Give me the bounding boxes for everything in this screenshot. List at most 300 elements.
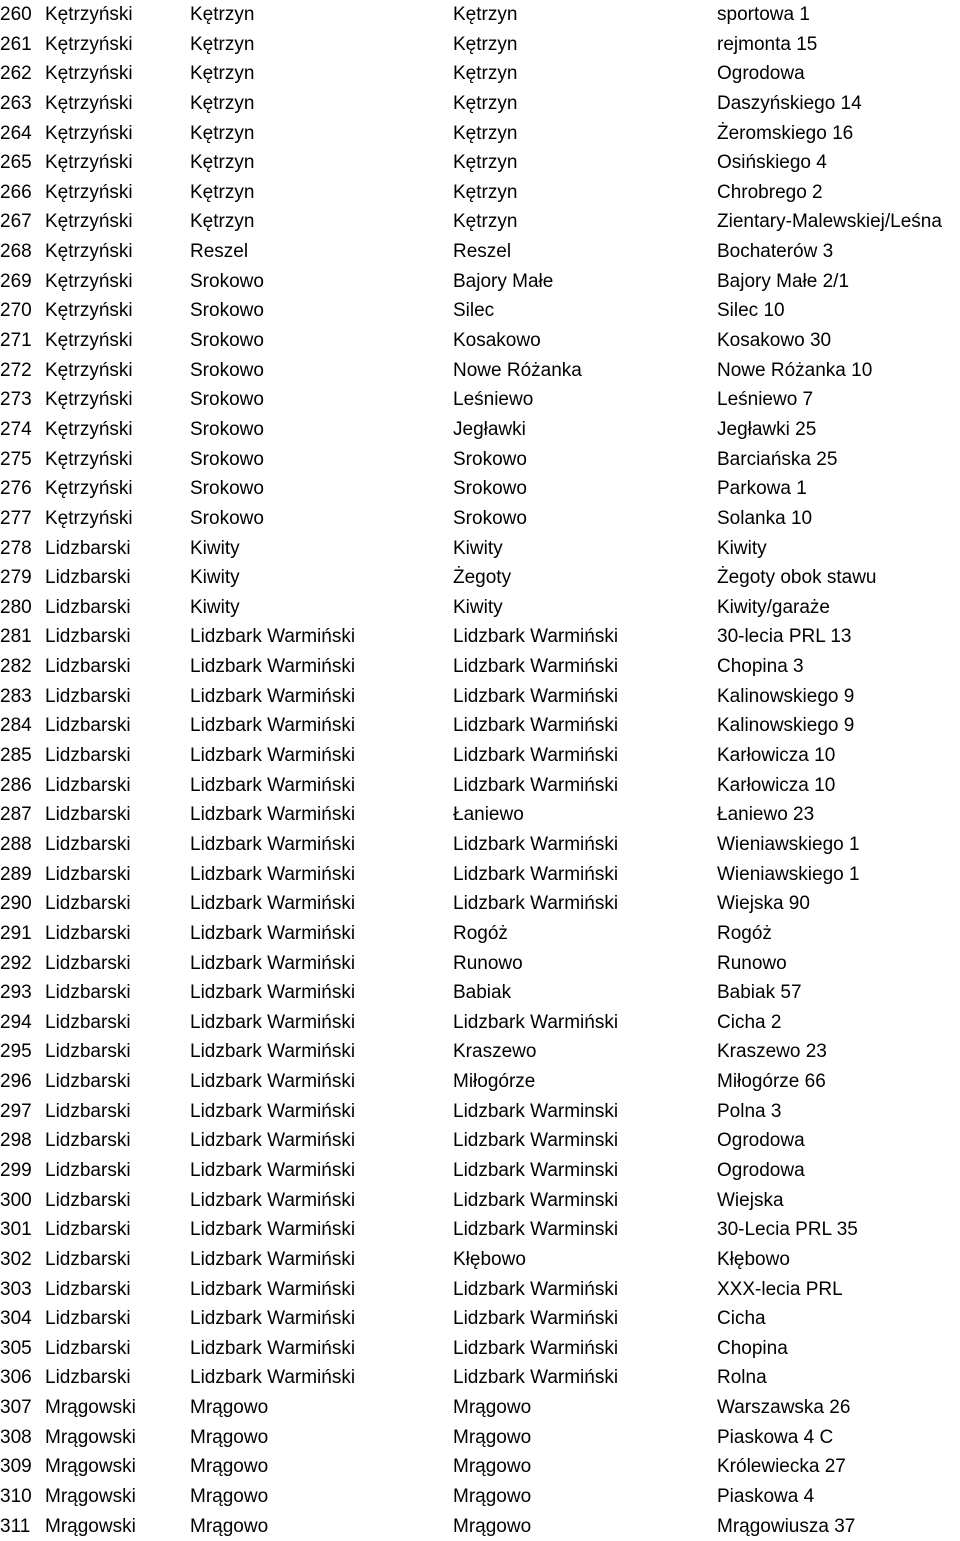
row-number: 291 <box>0 922 32 944</box>
table-row <box>0 1126 960 1156</box>
county-cell: Kętrzyński <box>45 300 133 322</box>
municipality-cell: Kętrzyn <box>190 33 255 55</box>
table-row <box>0 1393 960 1423</box>
table-row <box>0 830 960 860</box>
table-row <box>0 1334 960 1364</box>
table-row <box>0 474 960 504</box>
address-cell: rejmonta 15 <box>717 33 818 55</box>
row-number: 293 <box>0 982 32 1004</box>
county-cell: Kętrzyński <box>45 4 133 25</box>
locality-cell: Bajory Małe <box>453 270 554 292</box>
municipality-cell: Mrągowo <box>190 1397 269 1419</box>
table-row <box>0 30 960 60</box>
address-cell: 30-lecia PRL 13 <box>717 626 852 648</box>
address-cell: Warszawska 26 <box>717 1397 851 1419</box>
address-cell: Rolna <box>717 1367 767 1389</box>
table-row <box>0 504 960 534</box>
county-cell: Lidzbarski <box>45 1308 131 1330</box>
locality-cell: Leśniewo <box>453 389 534 411</box>
table-row <box>0 534 960 564</box>
municipality-cell: Kętrzyn <box>190 122 255 144</box>
locality-cell: Babiak <box>453 982 512 1004</box>
address-cell: 30-Lecia PRL 35 <box>717 1219 858 1241</box>
row-number: 290 <box>0 893 32 915</box>
county-cell: Kętrzyński <box>45 418 133 440</box>
address-cell: Daszyńskiego 14 <box>717 92 862 114</box>
municipality-cell: Lidzbark Warmiński <box>190 1011 356 1033</box>
address-cell: Osińskiego 4 <box>717 152 827 174</box>
municipality-cell: Srokowo <box>190 300 264 322</box>
county-cell: Kętrzyński <box>45 211 133 233</box>
county-cell: Kętrzyński <box>45 92 133 114</box>
row-number: 275 <box>0 448 32 470</box>
table-row <box>0 119 960 149</box>
county-cell: Mrągowski <box>45 1397 136 1419</box>
table-row <box>0 563 960 593</box>
table-row <box>0 1275 960 1305</box>
municipality-cell: Lidzbark Warmiński <box>190 745 356 767</box>
county-cell: Lidzbarski <box>45 685 131 707</box>
table-row <box>0 1097 960 1127</box>
table-row <box>0 1186 960 1216</box>
municipality-cell: Reszel <box>190 241 249 263</box>
municipality-cell: Lidzbark Warmiński <box>190 982 356 1004</box>
table-row <box>0 1037 960 1067</box>
table-row <box>0 1215 960 1245</box>
row-number: 270 <box>0 300 32 322</box>
county-cell: Lidzbarski <box>45 1189 131 1211</box>
municipality-cell: Lidzbark Warmiński <box>190 685 356 707</box>
address-cell: Kiwity/garaże <box>717 596 830 618</box>
locality-cell: Lidzbark Warmiński <box>453 626 619 648</box>
locality-cell: Lidzbark Warmiński <box>453 1278 619 1300</box>
address-cell: Ogrodowa <box>717 1159 805 1181</box>
county-cell: Kętrzyński <box>45 241 133 263</box>
table-row <box>0 652 960 682</box>
municipality-cell: Lidzbark Warmiński <box>190 1189 356 1211</box>
row-number: 277 <box>0 507 32 529</box>
table-row <box>0 1245 960 1275</box>
municipality-cell: Kętrzyn <box>190 63 255 85</box>
address-cell: Bochaterów 3 <box>717 241 834 263</box>
county-cell: Kętrzyński <box>45 270 133 292</box>
row-number: 301 <box>0 1219 32 1241</box>
address-cell: Kosakowo 30 <box>717 330 832 352</box>
table-row <box>0 711 960 741</box>
table-row <box>0 889 960 919</box>
municipality-cell: Lidzbark Warmiński <box>190 1278 356 1300</box>
row-number: 272 <box>0 359 32 381</box>
county-cell: Lidzbarski <box>45 1278 131 1300</box>
table-row <box>0 1423 960 1453</box>
row-number: 260 <box>0 4 32 25</box>
table-row <box>0 445 960 475</box>
county-cell: Lidzbarski <box>45 656 131 678</box>
county-cell: Lidzbarski <box>45 1071 131 1093</box>
locality-cell: Lidzbark Warmiński <box>453 893 619 915</box>
address-cell: Silec 10 <box>717 300 785 322</box>
address-cell: Kłębowo <box>717 1248 790 1270</box>
municipality-cell: Lidzbark Warmiński <box>190 1159 356 1181</box>
county-cell: Lidzbarski <box>45 1337 131 1359</box>
locality-cell: Miłogórze <box>453 1071 536 1093</box>
municipality-cell: Lidzbark Warmiński <box>190 804 356 826</box>
row-number: 271 <box>0 330 32 352</box>
locality-cell: Kętrzyn <box>453 122 518 144</box>
address-cell: Wieniawskiego 1 <box>717 863 860 885</box>
county-cell: Lidzbarski <box>45 804 131 826</box>
county-cell: Lidzbarski <box>45 1367 131 1389</box>
county-cell: Lidzbarski <box>45 1041 131 1063</box>
row-number: 304 <box>0 1308 32 1330</box>
table-row <box>0 1512 960 1541</box>
row-number: 292 <box>0 952 32 974</box>
locality-cell: Mrągowo <box>453 1426 532 1448</box>
municipality-cell: Lidzbark Warmiński <box>190 1337 356 1359</box>
row-number: 276 <box>0 478 32 500</box>
county-cell: Lidzbarski <box>45 1159 131 1181</box>
locality-cell: Lidzbark Warmiński <box>453 745 619 767</box>
table-row <box>0 326 960 356</box>
table-row <box>0 89 960 119</box>
municipality-cell: Srokowo <box>190 359 264 381</box>
address-cell: Chopina <box>717 1337 788 1359</box>
address-cell: Leśniewo 7 <box>717 389 814 411</box>
address-cell: Piaskowa 4 C <box>717 1426 834 1448</box>
address-cell: Wiejska 90 <box>717 893 810 915</box>
row-number: 295 <box>0 1041 32 1063</box>
table-row <box>0 178 960 208</box>
county-cell: Lidzbarski <box>45 626 131 648</box>
county-cell: Kętrzyński <box>45 389 133 411</box>
municipality-cell: Lidzbark Warmiński <box>190 1100 356 1122</box>
table-row <box>0 148 960 178</box>
row-number: 309 <box>0 1456 32 1478</box>
locality-cell: Silec <box>453 300 495 322</box>
county-cell: Lidzbarski <box>45 537 131 559</box>
row-number: 285 <box>0 745 32 767</box>
municipality-cell: Mrągowo <box>190 1426 269 1448</box>
locality-cell: Kętrzyn <box>453 181 518 203</box>
locality-cell: Lidzbark Warmiński <box>453 656 619 678</box>
table-row <box>0 207 960 237</box>
table-row <box>0 919 960 949</box>
municipality-cell: Lidzbark Warmiński <box>190 1219 356 1241</box>
locality-cell: Lidzbark Warminski <box>453 1219 619 1241</box>
row-number: 307 <box>0 1397 32 1419</box>
municipality-cell: Lidzbark Warmiński <box>190 922 356 944</box>
table-row <box>0 949 960 979</box>
address-cell: Wieniawskiego 1 <box>717 833 860 855</box>
locality-cell: Mrągowo <box>453 1456 532 1478</box>
county-cell: Lidzbarski <box>45 952 131 974</box>
county-cell: Lidzbarski <box>45 982 131 1004</box>
locality-cell: Kosakowo <box>453 330 541 352</box>
row-number: 264 <box>0 122 32 144</box>
municipality-cell: Mrągowo <box>190 1456 269 1478</box>
municipality-cell: Srokowo <box>190 270 264 292</box>
table-row <box>0 267 960 297</box>
locality-cell: Kłębowo <box>453 1248 526 1270</box>
locality-cell: Lidzbark Warmiński <box>453 1367 619 1389</box>
row-number: 311 <box>0 1515 31 1537</box>
address-cell: Królewiecka 27 <box>717 1456 846 1478</box>
address-cell: Karłowicza 10 <box>717 745 836 767</box>
locality-cell: Lidzbark Warmiński <box>453 863 619 885</box>
table-row <box>0 860 960 890</box>
locality-cell: Runowo <box>453 952 523 974</box>
municipality-cell: Srokowo <box>190 448 264 470</box>
table-row <box>0 296 960 326</box>
row-number: 286 <box>0 774 32 796</box>
county-cell: Lidzbarski <box>45 715 131 737</box>
table-row <box>0 1067 960 1097</box>
row-number: 273 <box>0 389 32 411</box>
municipality-cell: Lidzbark Warmiński <box>190 1308 356 1330</box>
locality-cell: Kętrzyn <box>453 92 518 114</box>
municipality-cell: Kętrzyn <box>190 152 255 174</box>
row-number: 296 <box>0 1071 32 1093</box>
locality-cell: Mrągowo <box>453 1515 532 1537</box>
table-row <box>0 1008 960 1038</box>
county-cell: Mrągowski <box>45 1486 136 1508</box>
county-cell: Lidzbarski <box>45 596 131 618</box>
address-cell: Wiejska <box>717 1189 784 1211</box>
row-number: 284 <box>0 715 32 737</box>
municipality-cell: Srokowo <box>190 478 264 500</box>
address-cell: Bajory Małe 2/1 <box>717 270 850 292</box>
row-number: 287 <box>0 804 32 826</box>
row-number: 288 <box>0 833 32 855</box>
locality-cell: Lidzbark Warminski <box>453 1159 619 1181</box>
municipality-cell: Lidzbark Warmiński <box>190 656 356 678</box>
table-row <box>0 1156 960 1186</box>
table-row <box>0 1482 960 1512</box>
municipality-cell: Lidzbark Warmiński <box>190 626 356 648</box>
locality-cell: Mrągowo <box>453 1486 532 1508</box>
locality-cell: Srokowo <box>453 478 527 500</box>
address-cell: Kiwity <box>717 537 767 559</box>
county-cell: Lidzbarski <box>45 1248 131 1270</box>
address-cell: Nowe Różanka 10 <box>717 359 873 381</box>
address-cell: Babiak 57 <box>717 982 802 1004</box>
address-cell: Kraszewo 23 <box>717 1041 827 1063</box>
municipality-cell: Kętrzyn <box>190 181 255 203</box>
row-number: 300 <box>0 1189 32 1211</box>
row-number: 269 <box>0 270 32 292</box>
table-row <box>0 356 960 386</box>
locality-cell: Lidzbark Warmiński <box>453 833 619 855</box>
county-cell: Kętrzyński <box>45 448 133 470</box>
row-number: 302 <box>0 1248 32 1270</box>
row-number: 267 <box>0 211 32 233</box>
municipality-cell: Srokowo <box>190 418 264 440</box>
address-cell: Runowo <box>717 952 787 974</box>
address-cell: Kalinowskiego 9 <box>717 715 855 737</box>
table-row <box>0 385 960 415</box>
address-cell: Ogrodowa <box>717 1130 805 1152</box>
row-number: 283 <box>0 685 32 707</box>
county-cell: Kętrzyński <box>45 507 133 529</box>
county-cell: Mrągowski <box>45 1456 136 1478</box>
county-cell: Kętrzyński <box>45 478 133 500</box>
table-row <box>0 741 960 771</box>
municipality-cell: Lidzbark Warmiński <box>190 863 356 885</box>
address-cell: Żeromskiego 16 <box>717 122 854 144</box>
locality-cell: Nowe Różanka <box>453 359 582 381</box>
municipality-cell: Lidzbark Warmiński <box>190 1041 356 1063</box>
municipality-cell: Lidzbark Warmiński <box>190 1367 356 1389</box>
locality-cell: Łaniewo <box>453 804 524 826</box>
municipality-cell: Kętrzyn <box>190 92 255 114</box>
row-number: 279 <box>0 567 32 589</box>
table-row <box>0 415 960 445</box>
municipality-cell: Lidzbark Warmiński <box>190 833 356 855</box>
address-cell: Piaskowa 4 <box>717 1486 815 1508</box>
row-number: 289 <box>0 863 32 885</box>
county-cell: Kętrzyński <box>45 122 133 144</box>
table-row <box>0 593 960 623</box>
row-number: 297 <box>0 1100 32 1122</box>
address-cell: Chopina 3 <box>717 656 804 678</box>
address-cell: XXX-lecia PRL <box>717 1278 843 1300</box>
county-cell: Lidzbarski <box>45 1219 131 1241</box>
table-row <box>0 59 960 89</box>
row-number: 294 <box>0 1011 32 1033</box>
locality-cell: Lidzbark Warminski <box>453 1189 619 1211</box>
municipality-cell: Kętrzyn <box>190 211 255 233</box>
address-cell: Parkowa 1 <box>717 478 807 500</box>
municipality-cell: Lidzbark Warmiński <box>190 715 356 737</box>
municipality-cell: Lidzbark Warmiński <box>190 952 356 974</box>
county-cell: Lidzbarski <box>45 745 131 767</box>
row-number: 278 <box>0 537 32 559</box>
table-row <box>0 622 960 652</box>
address-cell: sportowa 1 <box>717 4 810 25</box>
county-cell: Lidzbarski <box>45 893 131 915</box>
address-cell: Rogóż <box>717 922 772 944</box>
county-cell: Kętrzyński <box>45 63 133 85</box>
address-cell: Zientary-Malewskiej/Leśna <box>717 211 942 233</box>
county-cell: Lidzbarski <box>45 922 131 944</box>
locality-cell: Kętrzyn <box>453 63 518 85</box>
address-cell: Miłogórze 66 <box>717 1071 826 1093</box>
locality-cell: Lidzbark Warminski <box>453 1100 619 1122</box>
county-cell: Mrągowski <box>45 1426 136 1448</box>
locality-cell: Kiwity <box>453 596 503 618</box>
row-number: 265 <box>0 152 32 174</box>
table-row <box>0 0 960 30</box>
municipality-cell: Mrągowo <box>190 1486 269 1508</box>
county-cell: Lidzbarski <box>45 833 131 855</box>
address-cell: Barciańska 25 <box>717 448 838 470</box>
county-cell: Lidzbarski <box>45 1011 131 1033</box>
row-number: 263 <box>0 92 32 114</box>
municipality-cell: Kętrzyn <box>190 4 255 25</box>
municipality-cell: Lidzbark Warmiński <box>190 893 356 915</box>
table-row <box>0 771 960 801</box>
locality-cell: Srokowo <box>453 448 527 470</box>
address-cell: Solanka 10 <box>717 507 813 529</box>
row-number: 310 <box>0 1486 32 1508</box>
row-number: 305 <box>0 1337 32 1359</box>
locality-cell: Mrągowo <box>453 1397 532 1419</box>
address-cell: Cicha <box>717 1308 766 1330</box>
municipality-cell: Srokowo <box>190 330 264 352</box>
municipality-cell: Kiwity <box>190 537 240 559</box>
address-cell: Łaniewo 23 <box>717 804 815 826</box>
county-cell: Lidzbarski <box>45 567 131 589</box>
locality-cell: Jegławki <box>453 418 526 440</box>
county-cell: Kętrzyński <box>45 330 133 352</box>
row-number: 298 <box>0 1130 32 1152</box>
municipality-cell: Lidzbark Warmiński <box>190 1248 356 1270</box>
county-cell: Lidzbarski <box>45 1100 131 1122</box>
locality-cell: Kętrzyn <box>453 33 518 55</box>
table-row <box>0 800 960 830</box>
address-cell: Kalinowskiego 9 <box>717 685 855 707</box>
municipality-cell: Lidzbark Warmiński <box>190 1130 356 1152</box>
locality-cell: Żegoty <box>453 567 512 589</box>
table-row <box>0 237 960 267</box>
row-number: 308 <box>0 1426 32 1448</box>
address-cell: Cicha 2 <box>717 1011 782 1033</box>
locality-cell: Rogóż <box>453 922 508 944</box>
row-number: 303 <box>0 1278 32 1300</box>
table-row <box>0 1363 960 1393</box>
municipality-cell: Lidzbark Warmiński <box>190 774 356 796</box>
locality-cell: Lidzbark Warmiński <box>453 1337 619 1359</box>
locality-cell: Lidzbark Warmiński <box>453 715 619 737</box>
row-number: 282 <box>0 656 32 678</box>
table-row <box>0 978 960 1008</box>
address-cell: Jegławki 25 <box>717 418 817 440</box>
row-number: 306 <box>0 1367 32 1389</box>
county-cell: Mrągowski <box>45 1515 136 1537</box>
locality-cell: Lidzbark Warmiński <box>453 1308 619 1330</box>
row-number: 268 <box>0 241 32 263</box>
locality-cell: Kraszewo <box>453 1041 537 1063</box>
row-number: 299 <box>0 1159 32 1181</box>
county-cell: Kętrzyński <box>45 33 133 55</box>
address-cell: Polna 3 <box>717 1100 782 1122</box>
county-cell: Lidzbarski <box>45 774 131 796</box>
row-number: 266 <box>0 181 32 203</box>
address-cell: Żegoty obok stawu <box>717 567 877 589</box>
county-cell: Lidzbarski <box>45 1130 131 1152</box>
row-number: 281 <box>0 626 32 648</box>
row-number: 262 <box>0 63 32 85</box>
municipality-cell: Srokowo <box>190 507 264 529</box>
locality-cell: Lidzbark Warmiński <box>453 1011 619 1033</box>
address-cell: Ogrodowa <box>717 63 805 85</box>
locality-cell: Kętrzyn <box>453 152 518 174</box>
county-cell: Kętrzyński <box>45 152 133 174</box>
address-cell: Karłowicza 10 <box>717 774 836 796</box>
locality-cell: Kętrzyn <box>453 4 518 25</box>
locality-cell: Srokowo <box>453 507 527 529</box>
table-row <box>0 682 960 712</box>
county-cell: Kętrzyński <box>45 181 133 203</box>
table-row <box>0 1452 960 1482</box>
municipality-cell: Kiwity <box>190 596 240 618</box>
row-number: 274 <box>0 418 32 440</box>
locality-cell: Lidzbark Warmiński <box>453 685 619 707</box>
address-cell: Chrobrego 2 <box>717 181 823 203</box>
locality-cell: Kętrzyn <box>453 211 518 233</box>
locality-cell: Kiwity <box>453 537 503 559</box>
locality-cell: Lidzbark Warmiński <box>453 774 619 796</box>
